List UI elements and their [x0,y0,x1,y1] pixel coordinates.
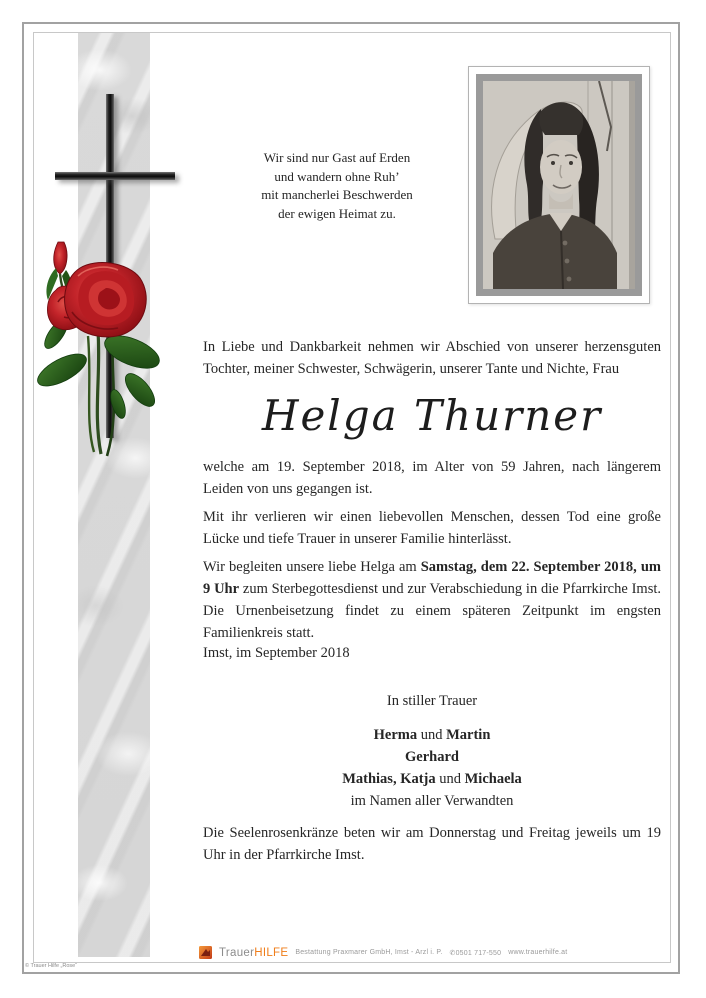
funeral-date-bold: Samstag, dem 22. September 2018, um 9 Uhr [203,559,661,597]
funeral-text: Wir begleiten unsere liebe Helga am [203,559,421,575]
phone-line [450,949,502,957]
website-text: www.trauerhilfe.at [508,949,568,956]
trauerhilfe-logo-icon [199,946,212,959]
artwork-copyright: © Trauer Hilfe „Rose“ [25,963,78,969]
company-line: Bestattung Praxmarer GmbH, Imst - Arzl i. P. [295,949,443,956]
poem-line: der ewigen Heimat zu. [278,205,396,221]
mourning-heading: In stiller Trauer [386,693,478,709]
rosary-note: Die Seelenrosenkränze beten wir am Donnerstag und Freitag jeweils um 19 Uhr in der Pfarrkirche Imst. [203,825,661,863]
mourner-line: Herma und Martin [373,727,491,743]
mourner-line: Mathias, Katja und Michaela [342,771,522,787]
brand-name [219,947,288,959]
portrait-photo-mat [476,74,642,296]
rose-icon [28,224,164,462]
deceased-name: Helga Thurner [261,391,603,440]
memorial-poem [232,149,442,223]
funeral-paragraph [203,556,661,644]
phone-icon: ✆ [449,949,456,957]
death-info-paragraph: welche am 19. September 2018, im Alter von 59 Jahren, nach längerem Leiden von uns gegangen ist. [203,459,661,497]
mourners-list [203,724,661,812]
cross-icon [55,172,175,180]
poem-line: und wandern ohne Ruh’ [274,168,400,184]
poem-line: Wir sind nur Gast auf Erden [263,150,411,165]
tribute-paragraph: Mit ihr verlieren wir einen liebevollen Menschen, dessen Tod eine große Lücke und tiefe Trauer in unserer Familie hinterlässt. [203,509,661,547]
poem-line: mit mancherlei Beschwerden [261,187,413,202]
dateline: Imst, im September 2018 [203,645,350,661]
funeral-home-footer [199,944,567,961]
portrait-photo-frame [468,66,650,304]
portrait-photo [483,81,635,289]
brand-trauer: Trauer [219,946,255,959]
funeral-text: zum Sterbegottesdienst und zur Verabschiedung in die Pfarrkirche Imst. Die Urnenbeisetzung findet zu einem späteren Zeitpunkt im engsten Familienkreis statt. [203,581,662,641]
brand-hilfe: HILFE [254,946,289,959]
intro-paragraph: In Liebe und Dankbarkeit nehmen wir Abschied von unserer herzensguten Tochter, meiner Schwester, Schwägerin, unserer Tante und Nichte, Frau [203,339,661,377]
mourner-line: Gerhard [405,749,459,765]
mourner-line: im Namen aller Verwandten [350,793,514,809]
phone-number: 0501 717-550 [455,949,502,957]
